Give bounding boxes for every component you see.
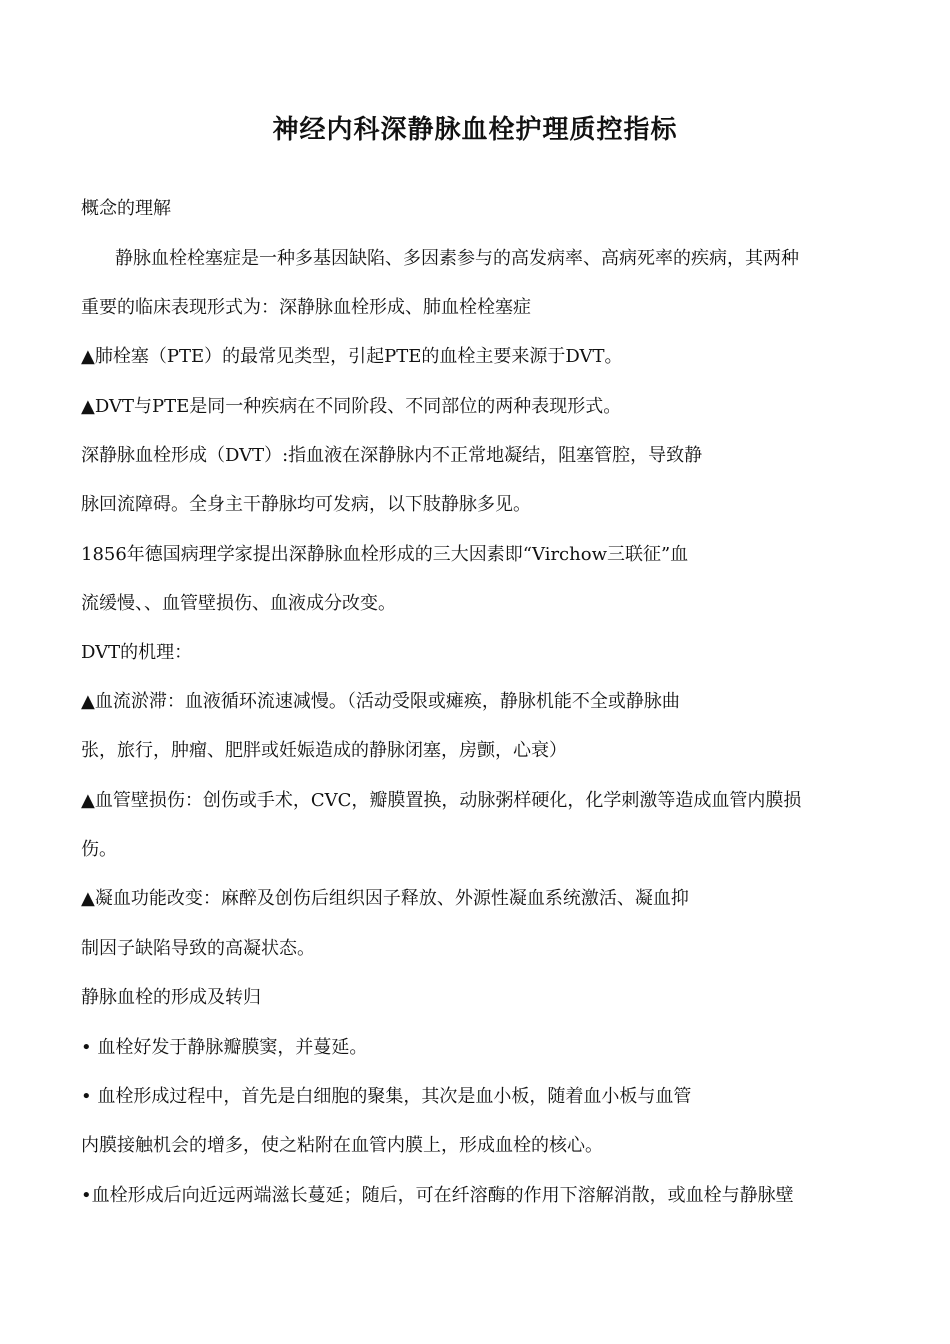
bullet-line: • 血栓好发于静脉瓣膜窦，并蔓延。: [81, 1037, 368, 1058]
paragraph-line: 伤。: [81, 839, 117, 860]
paragraph-line: 张，旅行，肿瘤、肥胖或妊娠造成的静脉闭塞，房颤，心衰）: [81, 740, 567, 761]
bullet-line: ▲血流淤滞：血液循环流速减慢。（活动受限或瘫痪，静脉机能不全或静脉曲: [81, 691, 680, 712]
paragraph-line: 脉回流障碍。全身主干静脉均可发病，以下肢静脉多见。: [81, 494, 531, 515]
section-heading-formation: 静脉血栓的形成及转归: [81, 987, 261, 1008]
paragraph-line: 流缓慢、、血管壁损伤、血液成分改变。: [81, 593, 396, 614]
bullet-line: ▲DVT与PTE是同一种疾病在不同阶段、不同部位的两种表现形式。: [81, 396, 622, 417]
paragraph-line: 静脉血栓栓塞症是一种多基因缺陷、多因素参与的高发病率、高病死率的疾病，其两种: [115, 248, 799, 269]
paragraph-line: 制因子缺陷导致的高凝状态。: [81, 938, 315, 959]
document-title: 神经内科深静脉血栓护理质控指标: [272, 115, 678, 145]
bullet-line: •血栓形成后向近远两端滋长蔓延；随后，可在纤溶酶的作用下溶解消散，或血栓与静脉壁: [81, 1185, 794, 1206]
section-heading-mechanism: DVT的机理：: [81, 642, 193, 663]
paragraph-line: 内膜接触机会的增多，使之粘附在血管内膜上，形成血栓的核心。: [81, 1135, 603, 1156]
section-heading-concept: 概念的理解: [81, 198, 171, 219]
bullet-line: ▲凝血功能改变：麻醉及创伤后组织因子释放、外源性凝血系统激活、凝血抑: [81, 888, 689, 909]
paragraph-line: 1856年德国病理学家提出深静脉血栓形成的三大因素即“Virchow三联征”血: [81, 544, 689, 565]
paragraph-line: 重要的临床表现形式为：深静脉血栓形成、肺血栓栓塞症: [81, 297, 531, 318]
bullet-line: • 血栓形成过程中，首先是白细胞的聚集，其次是血小板，随着血小板与血管: [81, 1086, 692, 1107]
bullet-line: ▲血管壁损伤：创伤或手术，CVC，瓣膜置换，动脉粥样硬化，化学刺激等造成血管内膜损: [81, 790, 802, 811]
paragraph-line: 深静脉血栓形成（DVT）:指血液在深静脉内不正常地凝结，阻塞管腔，导致静: [81, 445, 703, 466]
bullet-line: ▲肺栓塞（PTE）的最常见类型，引起PTE的血栓主要来源于DVT。: [81, 346, 623, 367]
